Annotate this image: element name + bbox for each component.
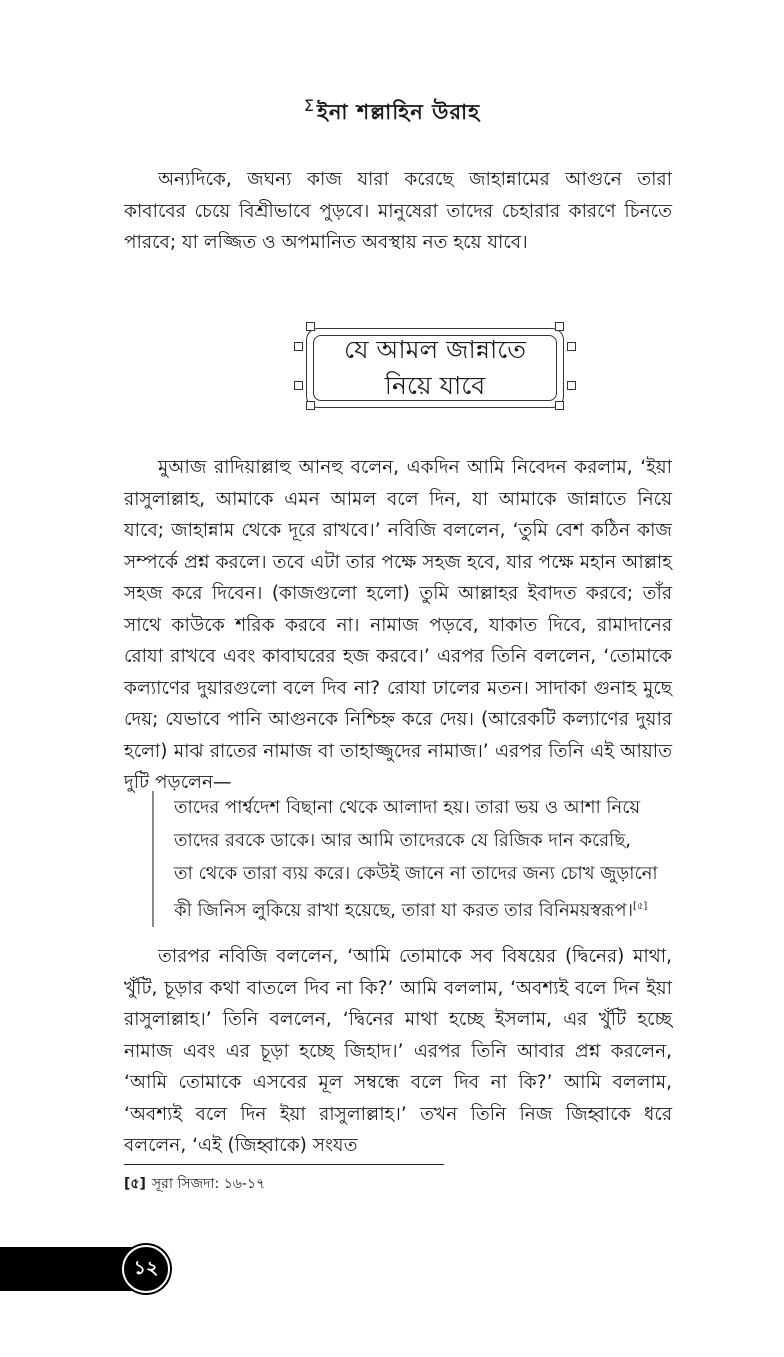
section-heading-frame (294, 320, 576, 412)
footnote (124, 1174, 265, 1194)
footnote-text: সূরা সিজদা: ১৬-১৭ (151, 1176, 266, 1192)
quran-quote (152, 791, 672, 927)
section-heading-line-2: নিয়ে যাবে (384, 371, 486, 400)
quote-line: তাদের পার্শ্বদেশ বিছানা থেকে আলাদা হয়। তারা ভয় ও আশা নিয়ে (174, 797, 641, 818)
quote-line: তাদের রবকে ডাকে। আর আমি তাদেরকে যে রিজিক দান করেছি, (174, 830, 631, 851)
footnote-divider (124, 1164, 444, 1165)
section-heading (294, 332, 576, 404)
main-paragraph: মুআজ রাদিয়াল্লাহু আনহু বলেন, একদিন আমি নিবেদন করলাম, ‘ইয়া রাসুলাল্লাহ, আমাকে এমন আমল বলে দিন, যা আমাকে জান্নাতে নিয়ে যাবে; জাহান্নাম থেকে দূরে রাখবে।’ নবিজি বললেন, ‘তুমি বেশ কঠিন কাজ সম্পর্কে প্রশ্ন করলে। তবে এটা তার পক্ষে সহজ হবে, যার পক্ষে মহান আল্লাহ সহজ করে দিবেন। (কাজগুলো হলো) তুমি আল্লাহর ইবাদত করবে; তাঁর সাথে কাউকে শরিক করবে না। নামাজ পড়বে, যাকাত দিবে, রামাদানের রোযা রাখবে এবং কাবাঘরের হজ করবে।’ এরপর তিনি বললেন, ‘তোমাকে কল্যাণের দুয়ারগুলো বলে দিব না? রোযা ঢালের মতন। সাদাকা গুনাহ মুছে দেয়; যেভাবে পানি আগুনকে নিশ্চিহ্ন করে দেয়। (আরেকটি কল্যাণের দুয়ার হলো) মাঝ রাতের নামাজ বা তাহাজ্জুদের নামাজ।’ এরপর তিনি এই আয়াত দুটি পড়লেন— (124, 457, 672, 793)
header-ornament: ⵉ (303, 96, 315, 115)
closing-paragraph: তারপর নবিজি বললেন, ‘আমি তোমাকে সব বিষয়ের (দ্বিনের) মাথা, খুঁটি, চূড়ার কথা বাতলে দিব না কি?’ আমি বললাম, ‘অবশ্যই বলে দিন ইয়া রাসুলাল্লাহ।’ তিনি বললেন, ‘দ্বিনের মাথা হচ্ছে ইসলাম, এর খুঁটি হচ্ছে নামাজ এবং এর চূড়া হচ্ছে জিহাদ।’ এরপর তিনি আবার প্রশ্ন করলেন, ‘আমি তোমাকে এসবের মূল সম্বন্ধে বলে দিব না কি?’ আমি বললাম, ‘অবশ্যই বলে দিন ইয়া রাসুলাল্লাহ।’ তখন তিনি নিজ জিহ্বাকে ধরে বললেন, ‘এই (জিহ্বাকে) সংযত (124, 946, 672, 1156)
page-number: ১২ (122, 1245, 170, 1293)
footnote-mark: [৫] (124, 1176, 146, 1192)
intro-paragraph: অন্যদিকে, জঘন্য কাজ যারা করেছে জাহান্নামের আগুনে তারা কাবাবের চেয়ে বিশ্রীভাবে পুড়বে। মানুষেরা তাদের চেহারার কারণে চিনতে পারবে; যা লজ্জিত ও অপমানিত অবস্থায় নত হয়ে যাবে। (124, 169, 672, 253)
section-heading-line-1: যে আমল জান্নাতে (343, 335, 527, 364)
frame-corner-ornament (555, 322, 564, 331)
quote-line-last (174, 890, 672, 927)
quote-line: কী জিনিস লুকিয়ে রাখা হয়েছে, তারা যা করত তার বিনিময়স্বরূপ। (174, 900, 634, 921)
header-title: ইনা শল্লাহিন উরাহ (316, 100, 481, 124)
frame-corner-ornament (306, 322, 315, 331)
running-header (0, 96, 784, 131)
footnote-reference[interactable]: [৫] (633, 901, 648, 912)
quote-line: তা থেকে তারা ব্যয় করে। কেউই জানে না তাদের জন্য চোখ জুড়ানো (174, 863, 658, 884)
